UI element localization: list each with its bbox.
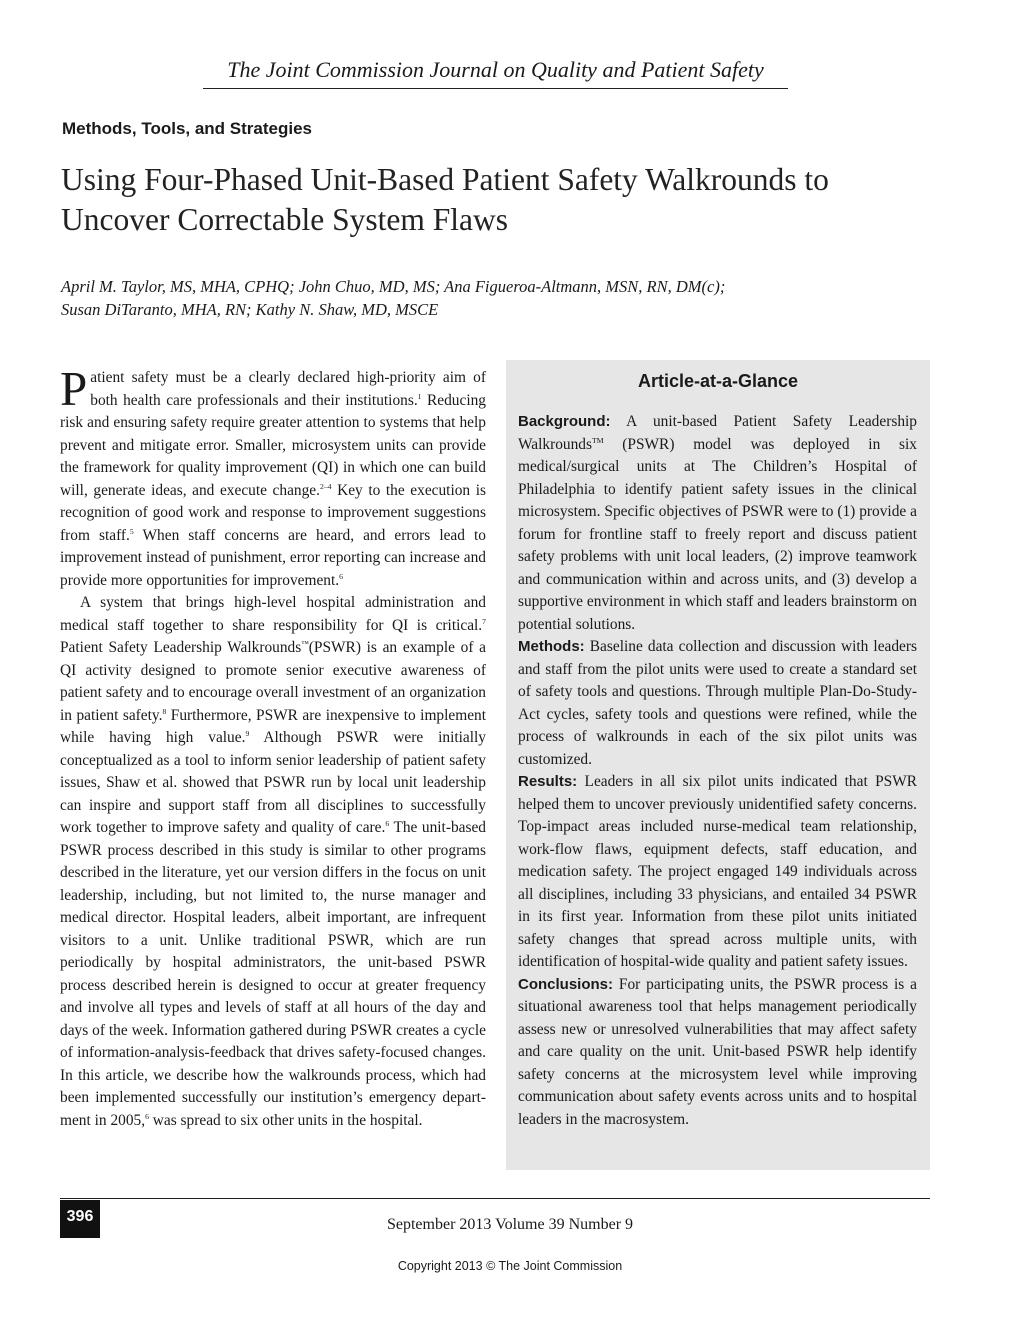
- glance-methods: [518, 636, 917, 771]
- journal-title: The Joint Commission Journal on Quality and Patient Safety: [203, 56, 788, 89]
- reference-mark: 6: [339, 571, 343, 581]
- reference-mark: 7: [482, 616, 486, 626]
- reference-mark: 5: [129, 526, 134, 536]
- author-list: [61, 275, 861, 321]
- text-run: Reducing risk and ensuring safety require greater attention to systems that help prevent and mitigate error. Smaller, microsystem units can provide the framework for quality improvement (QI) in which one can build will, generate ideas, and execute change.: [60, 391, 486, 499]
- text-run: For participating units, the PSWR process is a situational awareness tool that helps management periodically assess new or unresolved vulnerabilities that may affect safety and care quality on the unit. Unit-based PSWR help identify safety concerns at the microsystem level while improving communication about safety events across units and to hospital leaders in the macrosystem.: [518, 975, 917, 1128]
- copyright-notice: Copyright 2013 © The Joint Commission: [397, 1259, 623, 1273]
- text-run: The unit-based PSWR process described in this study is similar to other programs described in the literature, yet our version differs in the focus on unit leadership, including, but not limited to, the nurse manager and medical director. Hospital leaders, albeit important, are infrequent visitors to a unit. Unlike traditional PSWR, which are run periodically by hospital administrators, the unit-based PSWR process described herein is designed to occur at greater frequency and involve all types and levels of staff at all hours of the day and days of the week. Information gathered during PSWR creates a cycle of information-analysis-feedback that drives safety-focused changes. In this article, we describe how the walkrounds process, which had been implemented successfully our institution’s emergency department in 2005,: [60, 819, 486, 1129]
- text-run: Leaders in all six pilot units indicated that PSWR helped them to uncover previously unidentified safety concerns. Top-impact areas included nurse-medical team relationship, work-flow flaws, equipment defects, staff education, and medication safety. The project engaged 149 individuals across all disciplines, including 33 physicians, and entailed 34 PSWR in its first year. Information from these pilot units initiated safety changes that spread across multiple units, with identification of hospital-wide quality and patient safety issues.: [518, 773, 917, 970]
- glance-conclusions: [518, 974, 917, 1132]
- results-label: Results:: [518, 773, 578, 790]
- reference-mark: 2–4: [319, 481, 332, 491]
- page-number: 396: [60, 1200, 100, 1238]
- text-run: (PSWR) model was deployed in six medical/surgical units at The Children’s Hospital of Philadelphia to identify patient safety issues in the clinical microsystem. Specific objectives of PSWR were to (1) provide a forum for frontline staff to freely report and discuss patient safety problems with unit local leaders, (2) improve teamwork and communication within and across units, and (3) develop a supportive environment in which staff and leaders brainstorm on potential solutions.: [518, 435, 917, 633]
- glance-title: Article-at-a-Glance: [637, 371, 799, 391]
- body-paragraph-2: [60, 592, 486, 1132]
- glance-results: [518, 771, 917, 974]
- text-run: Although PSWR were initially conceptualized as a tool to inform senior leadership of patient safety issues, Shaw et al. showed that PSWR run by local unit leadership can inspire and support staff from all disciplines to successfully work together to improve safety and quality of care.: [60, 729, 487, 836]
- issue-info: September 2013 Volume 39 Number 9: [386, 1216, 634, 1233]
- authors-line-2: Susan DiTaranto, MHA, RN; Kathy N. Shaw, MD, MSCE: [61, 300, 439, 319]
- trademark-mark: TM: [592, 435, 604, 445]
- text-run: Furthermore, PSWR are inexpensive to implement while having high value.: [60, 706, 486, 746]
- text-run: When staff concerns are heard, and errors lead to improvement instead of punishment, error reporting can increase and provide more opportunities for improvement.: [60, 526, 486, 589]
- section-label: Methods, Tools, and Strategies: [62, 119, 312, 138]
- body-paragraph-1: [60, 361, 486, 592]
- text-run: Patient Safety Leadership Walkrounds: [60, 639, 302, 656]
- body-column: [60, 361, 487, 1132]
- background-label: Background:: [518, 413, 611, 430]
- glance-background: [518, 411, 917, 636]
- conclusions-label: Conclusions:: [518, 975, 614, 993]
- footer-divider: [60, 1198, 930, 1199]
- glance-body: [518, 411, 917, 1131]
- methods-label: Methods:: [518, 638, 585, 655]
- text-run: Key to the execution is recognition of good work and response to improvement suggestions from staff.: [60, 481, 486, 544]
- text-run: Baseline data collection and discussion with leaders and staff from the pilot units were used to create a standard set of safety tools and questions. Through multiple Plan-Do-Study-Act cycles, safety tools and questions were refined, while the process of walkrounds in each of the six pilot units was customized.: [518, 638, 917, 768]
- authors-line-1: April M. Taylor, MS, MHA, CPHQ; John Chuo, MD, MS; Ana Figueroa-Altmann, MSN, RN, DM(c);: [61, 277, 726, 296]
- text-run: was spread to six other units in the hospital.: [148, 1111, 423, 1129]
- reference-mark: 6: [145, 1111, 149, 1121]
- reference-mark: 8: [162, 706, 167, 716]
- reference-mark: 9: [245, 728, 250, 738]
- text-run: atient safety must be a clearly declared high-priority aim of both health care professionals and their institutions.: [90, 369, 486, 409]
- article-at-a-glance-box: [506, 360, 930, 1170]
- drop-cap: P: [60, 361, 88, 416]
- article-title: Using Four-Phased Unit-Based Patient Safety Walkrounds to Uncover Correctable System Flaws: [61, 162, 829, 237]
- text-run: (PSWR) is an example of a QI activity designed to promote senior executive awareness of patient safety and to encourage overall investment of an organization in patient safety.: [60, 639, 486, 724]
- text-run: A system that brings high-level hospital administration and medical staff together to share responsibility for QI is critical.: [60, 594, 486, 634]
- reference-mark: 6: [385, 818, 390, 828]
- text-run: A unit-based Patient Safety Leadership Walkrounds: [518, 413, 917, 453]
- trademark-mark: ™: [301, 638, 309, 648]
- reference-mark: 1: [417, 391, 422, 401]
